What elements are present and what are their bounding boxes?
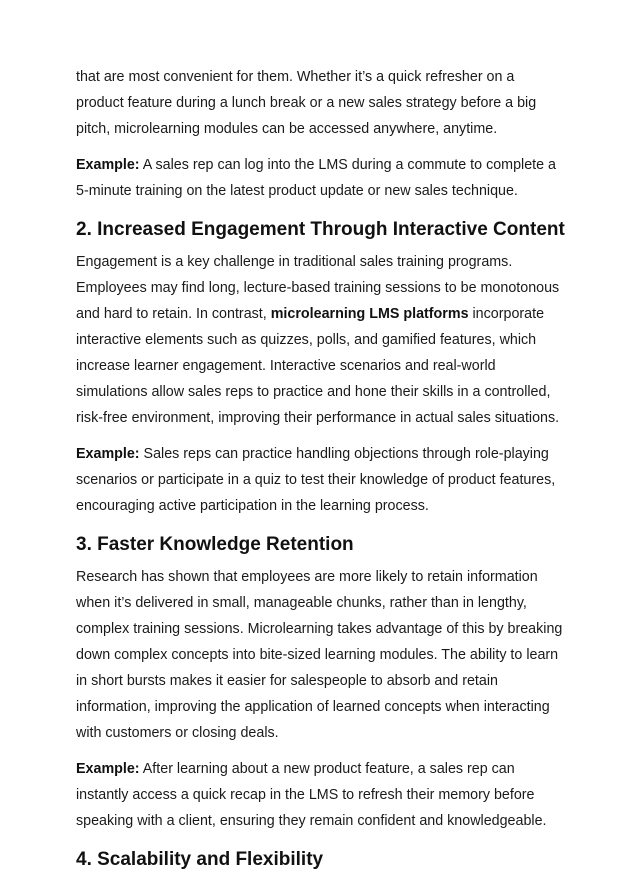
example-label: Example: <box>76 446 140 462</box>
example-text: A sales rep can log into the LMS during a commute to complete a 5-minute training on the latest product update or new sales technique. <box>76 157 557 199</box>
section-2-bold-term: microlearning LMS platforms <box>270 306 469 322</box>
section-2-text-before: Engagement is a key challenge in traditional sales training programs. Employees may find long, lecture-based training sessions to be monotonous and hard to retain. In contrast, <box>76 254 560 322</box>
intro-paragraph: that are most convenient for them. Whether it’s a quick refresher on a product feature during a lunch break or a new sales strategy before a big pitch, microlearning modules can be accessed anywhere, anytime. <box>76 69 537 137</box>
example-text: After learning about a new product feature, a sales rep can instantly access a quick recap in the LMS to refresh their memory before speaking with a client, ensuring they remain confident and knowledgeable. <box>76 761 547 829</box>
section-4-heading: 4. Scalability and Flexibility <box>76 849 324 870</box>
section-3-heading: 3. Faster Knowledge Retention <box>76 534 354 555</box>
section-2-text-after: incorporate interactive elements such as quizzes, polls, and gamified features, which increase learner engagement. Interactive scenarios and real-world simulations allow sales reps to practice and hone their skills in a controlled, risk-free environment, improving their performance in actual sales situations. <box>76 306 560 426</box>
intro-example <box>76 152 566 204</box>
section-2-paragraph <box>76 249 566 431</box>
section-2-example <box>76 441 566 519</box>
example-label: Example: <box>76 761 140 777</box>
example-text: Sales reps can practice handling objections through role-playing scenarios or participate in a quiz to test their knowledge of product features, encouraging active participation in the learning process. <box>76 446 556 514</box>
example-label: Example: <box>76 157 140 173</box>
section-3-paragraph: Research has shown that employees are more likely to retain information when it’s delivered in small, manageable chunks, rather than in lengthy, complex training sessions. Microlearning takes advantage of this by breaking down complex concepts into bite-sized learning modules. The ability to learn in short bursts makes it easier for salespeople to absorb and retain information, improving the application of learned concepts when interacting with customers or closing deals. <box>76 569 563 741</box>
section-2-heading: 2. Increased Engagement Through Interactive Content <box>76 219 565 240</box>
document-page <box>76 64 566 879</box>
section-3-example <box>76 756 566 834</box>
